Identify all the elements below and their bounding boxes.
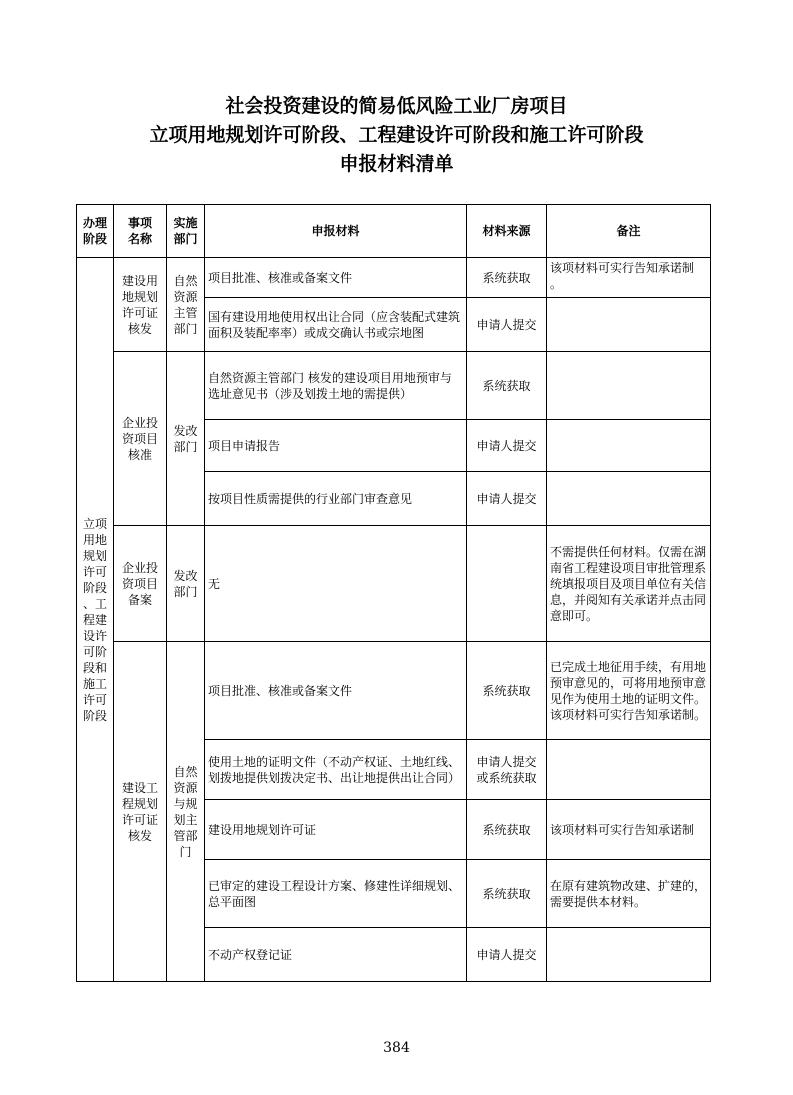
note-cell: 该项材料可实行告知承诺制	[547, 800, 711, 860]
source-cell: 申请人提交	[467, 928, 547, 982]
header-row	[77, 205, 711, 258]
material-cell: 按项目性质需提供的行业部门审查意见	[205, 472, 467, 526]
material-cell: 国有建设用地使用权出让合同（应含装配式建筑面积及装配率率）或成交确认书或宗地图	[205, 298, 467, 352]
header-stage: 办理 阶段	[77, 205, 114, 258]
note-cell: 已完成土地征用手续，有用地预审意见的，可将用地预审意见作为使用土地的证明文件。该项材料可实行告知承诺制。	[547, 642, 711, 740]
note-cell	[547, 420, 711, 472]
dept-cell: 发改 部门	[167, 526, 205, 642]
material-cell: 项目批准、核准或备案文件	[205, 258, 467, 298]
note-cell: 该项材料可实行告知承诺制 。	[547, 258, 711, 298]
header-dept: 实施 部门	[167, 205, 205, 258]
note-cell	[547, 928, 711, 982]
document-title-line-2: 立项用地规划许可阶段、工程建设许可阶段和施工许可阶段	[149, 124, 644, 146]
note-cell	[547, 298, 711, 352]
document-title-line-1: 社会投资建设的简易低风险工业厂房项目	[225, 95, 568, 117]
source-cell: 系统获取	[467, 258, 547, 298]
source-cell: 申请人提交	[467, 298, 547, 352]
note-cell	[547, 352, 711, 420]
source-cell: 系统获取	[467, 642, 547, 740]
note-cell	[547, 740, 711, 800]
item-cell: 企业投 资项目 核准	[114, 352, 167, 526]
note-cell	[547, 472, 711, 526]
dept-cell: 自然 资源 主管 部门	[167, 258, 205, 352]
document-title-line-3: 申报材料清单	[339, 153, 454, 175]
material-cell: 建设用地规划许可证	[205, 800, 467, 860]
material-cell: 自然资源主管部门 核发的建设项目用地预审与选址意见书（涉及划拨土地的需提供）	[205, 352, 467, 420]
dept-cell: 发改 部门	[167, 352, 205, 526]
material-cell: 无	[205, 526, 467, 642]
item-cell: 企业投 资项目 备案	[114, 526, 167, 642]
source-cell: 申请人提交 或系统获取	[467, 740, 547, 800]
header-material: 申报材料	[205, 205, 467, 258]
source-cell: 系统获取	[467, 800, 547, 860]
dept-cell: 自然 资源 与规 划主 管部 门	[167, 642, 205, 982]
table-row	[77, 526, 711, 642]
header-item: 事项 名称	[114, 205, 167, 258]
source-cell: 申请人提交	[467, 472, 547, 526]
source-cell: 申请人提交	[467, 420, 547, 472]
note-cell: 不需提供任何材料。仅需在湖南省工程建设项目审批管理系统填报项目及项目单位有关信息，并阅知有关承诺并点击同意即可。	[547, 526, 711, 642]
note-cell: 在原有建筑物改建、扩建的，需要提供本材料。	[547, 860, 711, 928]
material-cell: 不动产权登记证	[205, 928, 467, 982]
page-number: 384	[383, 1040, 410, 1056]
material-cell: 项目批准、核准或备案文件	[205, 642, 467, 740]
source-cell: 系统获取	[467, 860, 547, 928]
material-cell: 使用土地的证明文件（不动产权证、土地红线、划拨地提供划拨决定书、出让地提供出让合同）	[205, 740, 467, 800]
item-cell: 建设用 地规划 许可证 核发	[114, 258, 167, 352]
header-source: 材料来源	[467, 205, 547, 258]
materials-table	[76, 204, 711, 982]
source-cell: 系统获取	[467, 352, 547, 420]
header-note: 备注	[547, 205, 711, 258]
stage-cell: 立项 用地 规划 许可 阶段 、工 程建 设许 可阶 段和 施工 许可 阶段	[77, 258, 114, 982]
source-cell	[467, 526, 547, 642]
item-cell: 建设工 程规划 许可证 核发	[114, 642, 167, 982]
table-row	[77, 258, 711, 298]
material-cell: 已审定的建设工程设计方案、修建性详细规划、总平面图	[205, 860, 467, 928]
table-row	[77, 352, 711, 420]
material-cell: 项目申请报告	[205, 420, 467, 472]
table-row	[77, 642, 711, 740]
